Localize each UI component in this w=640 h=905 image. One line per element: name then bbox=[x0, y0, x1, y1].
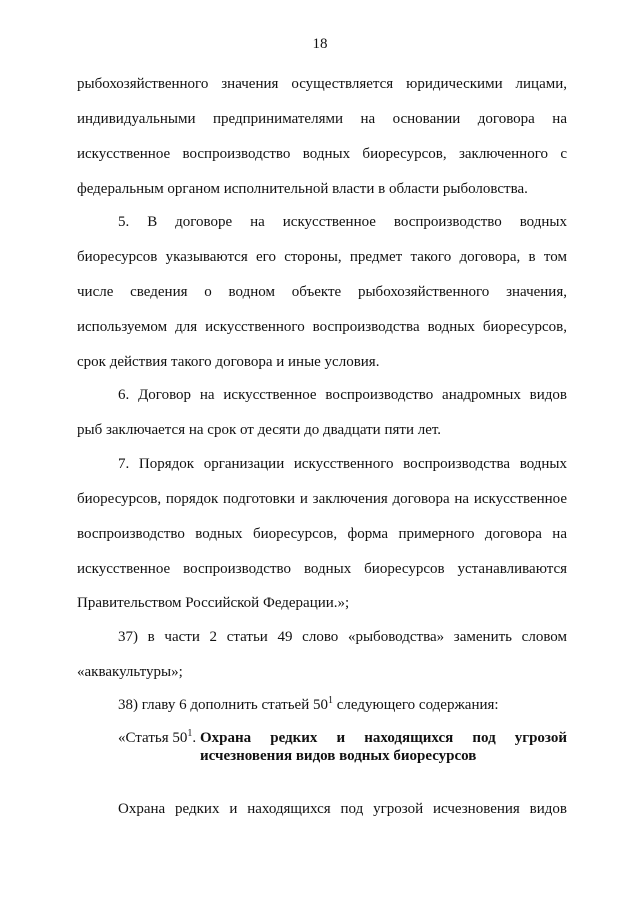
text-line: искусственное воспроизводство водных биоресурсов, заключенного с bbox=[77, 146, 567, 162]
superscript: 1 bbox=[187, 728, 193, 739]
text-line: федеральным органом исполнительной власти в области рыболовства. bbox=[77, 181, 528, 197]
article-body-start: Охрана редких и находящихся под угрозой исчезновения видов bbox=[118, 801, 567, 817]
item-37: 37) в части 2 статьи 49 слово «рыбоводства» заменить словом bbox=[118, 629, 567, 645]
paragraph-6-start: 6. Договор на искусственное воспроизводство анадромных видов bbox=[118, 387, 567, 403]
paragraph-5-start: 5. В договоре на искусственное воспроизводство водных bbox=[118, 214, 567, 230]
text-line: срок действия такого договора и иные условия. bbox=[77, 354, 380, 370]
article-label-dot: . bbox=[192, 730, 197, 746]
article-title-line-1: Охрана редких и находящихся под угрозой bbox=[200, 730, 567, 746]
item-38-text-b: следующего содержания: bbox=[333, 697, 499, 713]
text-line: числе сведения о водном объекте рыбохозяйственного значения, bbox=[77, 284, 567, 300]
text-line: индивидуальными предпринимателями на основании договора на bbox=[77, 111, 567, 127]
text-line: биоресурсов, порядок подготовки и заключения договора на искусственное bbox=[77, 491, 567, 507]
page-number: 18 bbox=[312, 36, 328, 52]
text-line: Правительством Российской Федерации.»; bbox=[77, 595, 350, 611]
text-line: искусственное воспроизводство водных биоресурсов устанавливаются bbox=[77, 561, 567, 577]
text-line: «аквакультуры»; bbox=[77, 664, 183, 680]
text-line: воспроизводство водных биоресурсов, форма примерного договора на bbox=[77, 526, 567, 542]
article-title-line-2: исчезновения видов водных биоресурсов bbox=[200, 748, 477, 764]
text-line: рыбохозяйственного значения осуществляется юридическими лицами, bbox=[77, 76, 567, 92]
text-line: биоресурсов указываются его стороны, предмет такого договора, в том bbox=[77, 249, 567, 265]
text-line: используемом для искусственного воспроизводства водных биоресурсов, bbox=[77, 319, 567, 335]
article-label bbox=[118, 729, 196, 747]
superscript: 1 bbox=[328, 695, 333, 706]
article-label-text: «Статья 50 bbox=[118, 730, 188, 746]
item-38-text-a: 38) главу 6 дополнить статьей 50 bbox=[118, 697, 328, 713]
text-line: рыб заключается на срок от десяти до двадцати пяти лет. bbox=[77, 422, 442, 438]
item-38 bbox=[118, 696, 567, 714]
paragraph-7-start: 7. Порядок организации искусственного воспроизводства водных bbox=[118, 456, 567, 472]
